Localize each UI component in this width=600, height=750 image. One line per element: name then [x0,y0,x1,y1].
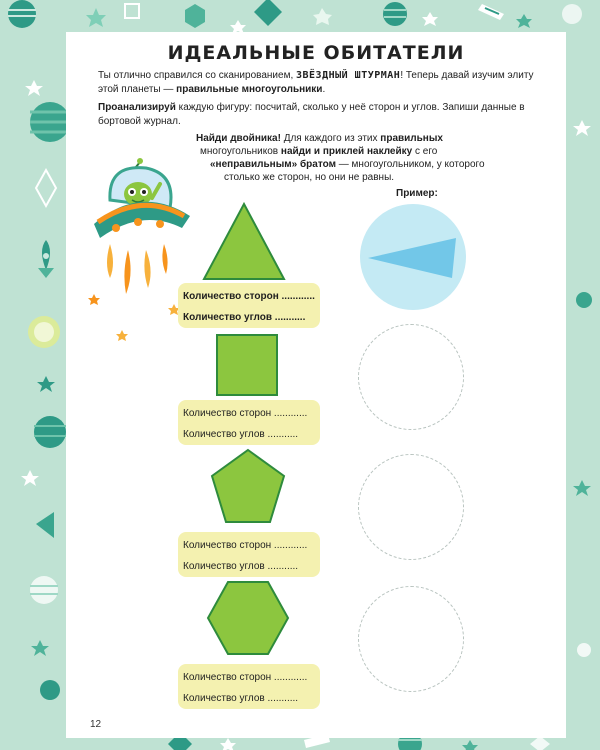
crystal-icon [254,0,282,26]
sides-field[interactable]: Количество сторон ............ [183,408,308,419]
star-icon [220,738,236,750]
task-verb: Проанализируй [98,102,176,113]
star-icon [37,376,55,392]
crystal-icon [185,4,205,28]
planet-icon [383,2,407,26]
answer-box-pentagon [178,532,320,577]
star-icon [462,740,478,750]
angles-field[interactable]: Количество углов ........... [183,561,299,572]
star-icon [573,480,591,496]
angles-field[interactable]: Количество углов ........... [183,429,299,440]
planet-icon [562,4,582,24]
answer-box-square [178,400,320,445]
twin-instructions: Найди двойника! Для каждого из этих правильных многоугольников найди и приклей наклейку с его «неправильным» братом — многоугольником, у которого столько же сторон, но они не равны. [196,133,485,183]
angles-field[interactable]: Количество углов ........... [183,312,306,323]
star-icon [21,470,39,486]
sides-field[interactable]: Количество сторон ............ [183,540,308,551]
rocket-icon [478,4,504,20]
star-icon [313,8,332,25]
page-number: 12 [90,719,102,730]
regular-pentagon [210,448,286,524]
sides-field[interactable]: Количество сторон ............ [183,291,315,302]
crystal-icon [36,170,56,206]
sticker-slot-pentagon[interactable] [358,586,464,692]
sides-field[interactable]: Количество сторон ............ [183,672,308,683]
star-icon [31,640,49,656]
example-sticker [360,204,466,310]
intro-highlight: правильные многоугольники [176,84,323,95]
answer-box-triangle [178,283,320,328]
star-icon [25,80,43,96]
planet-icon [576,292,592,308]
square-outline-icon [125,4,139,18]
planet-icon [577,643,591,657]
regular-hexagon [206,580,290,656]
ufo-alien-icon [80,154,190,344]
planet-icon [34,416,66,448]
intro-paragraph: Ты отлично справился со сканированием, ЗВЁЗДНЫЙ ШТУРМАН! Теперь давай изучим элиту этой планеты — правильные многоугольники. [98,70,534,95]
rocket-icon [38,240,54,278]
page-title: ИДЕАЛЬНЫЕ ОБИТАТЕЛИ [167,42,465,64]
planet-icon [40,680,60,700]
example-label: Пример: [396,188,438,199]
regular-triangle [202,202,286,282]
angles-field[interactable]: Количество углов ........... [183,693,299,704]
workbook-page [66,32,566,738]
planet-icon [30,102,70,142]
sticker-slot-square[interactable] [358,454,464,560]
crystal-icon [36,512,54,538]
rank-title: ЗВЁЗДНЫЙ ШТУРМАН [296,70,401,81]
regular-square [216,334,278,396]
star-icon [86,8,106,27]
sticker-slot-triangle[interactable] [358,324,464,430]
planet-icon [8,0,36,28]
planet-icon [28,316,60,348]
answer-box-hexagon [178,664,320,709]
task-paragraph: Проанализируй каждую фигуру: посчитай, сколько у неё сторон и углов. Запиши данные в бортовой журнал. [98,102,525,127]
star-icon [516,14,532,28]
star-icon [422,12,438,26]
planet-icon [30,576,58,604]
star-icon [573,120,591,136]
crystal-icon [530,736,550,750]
